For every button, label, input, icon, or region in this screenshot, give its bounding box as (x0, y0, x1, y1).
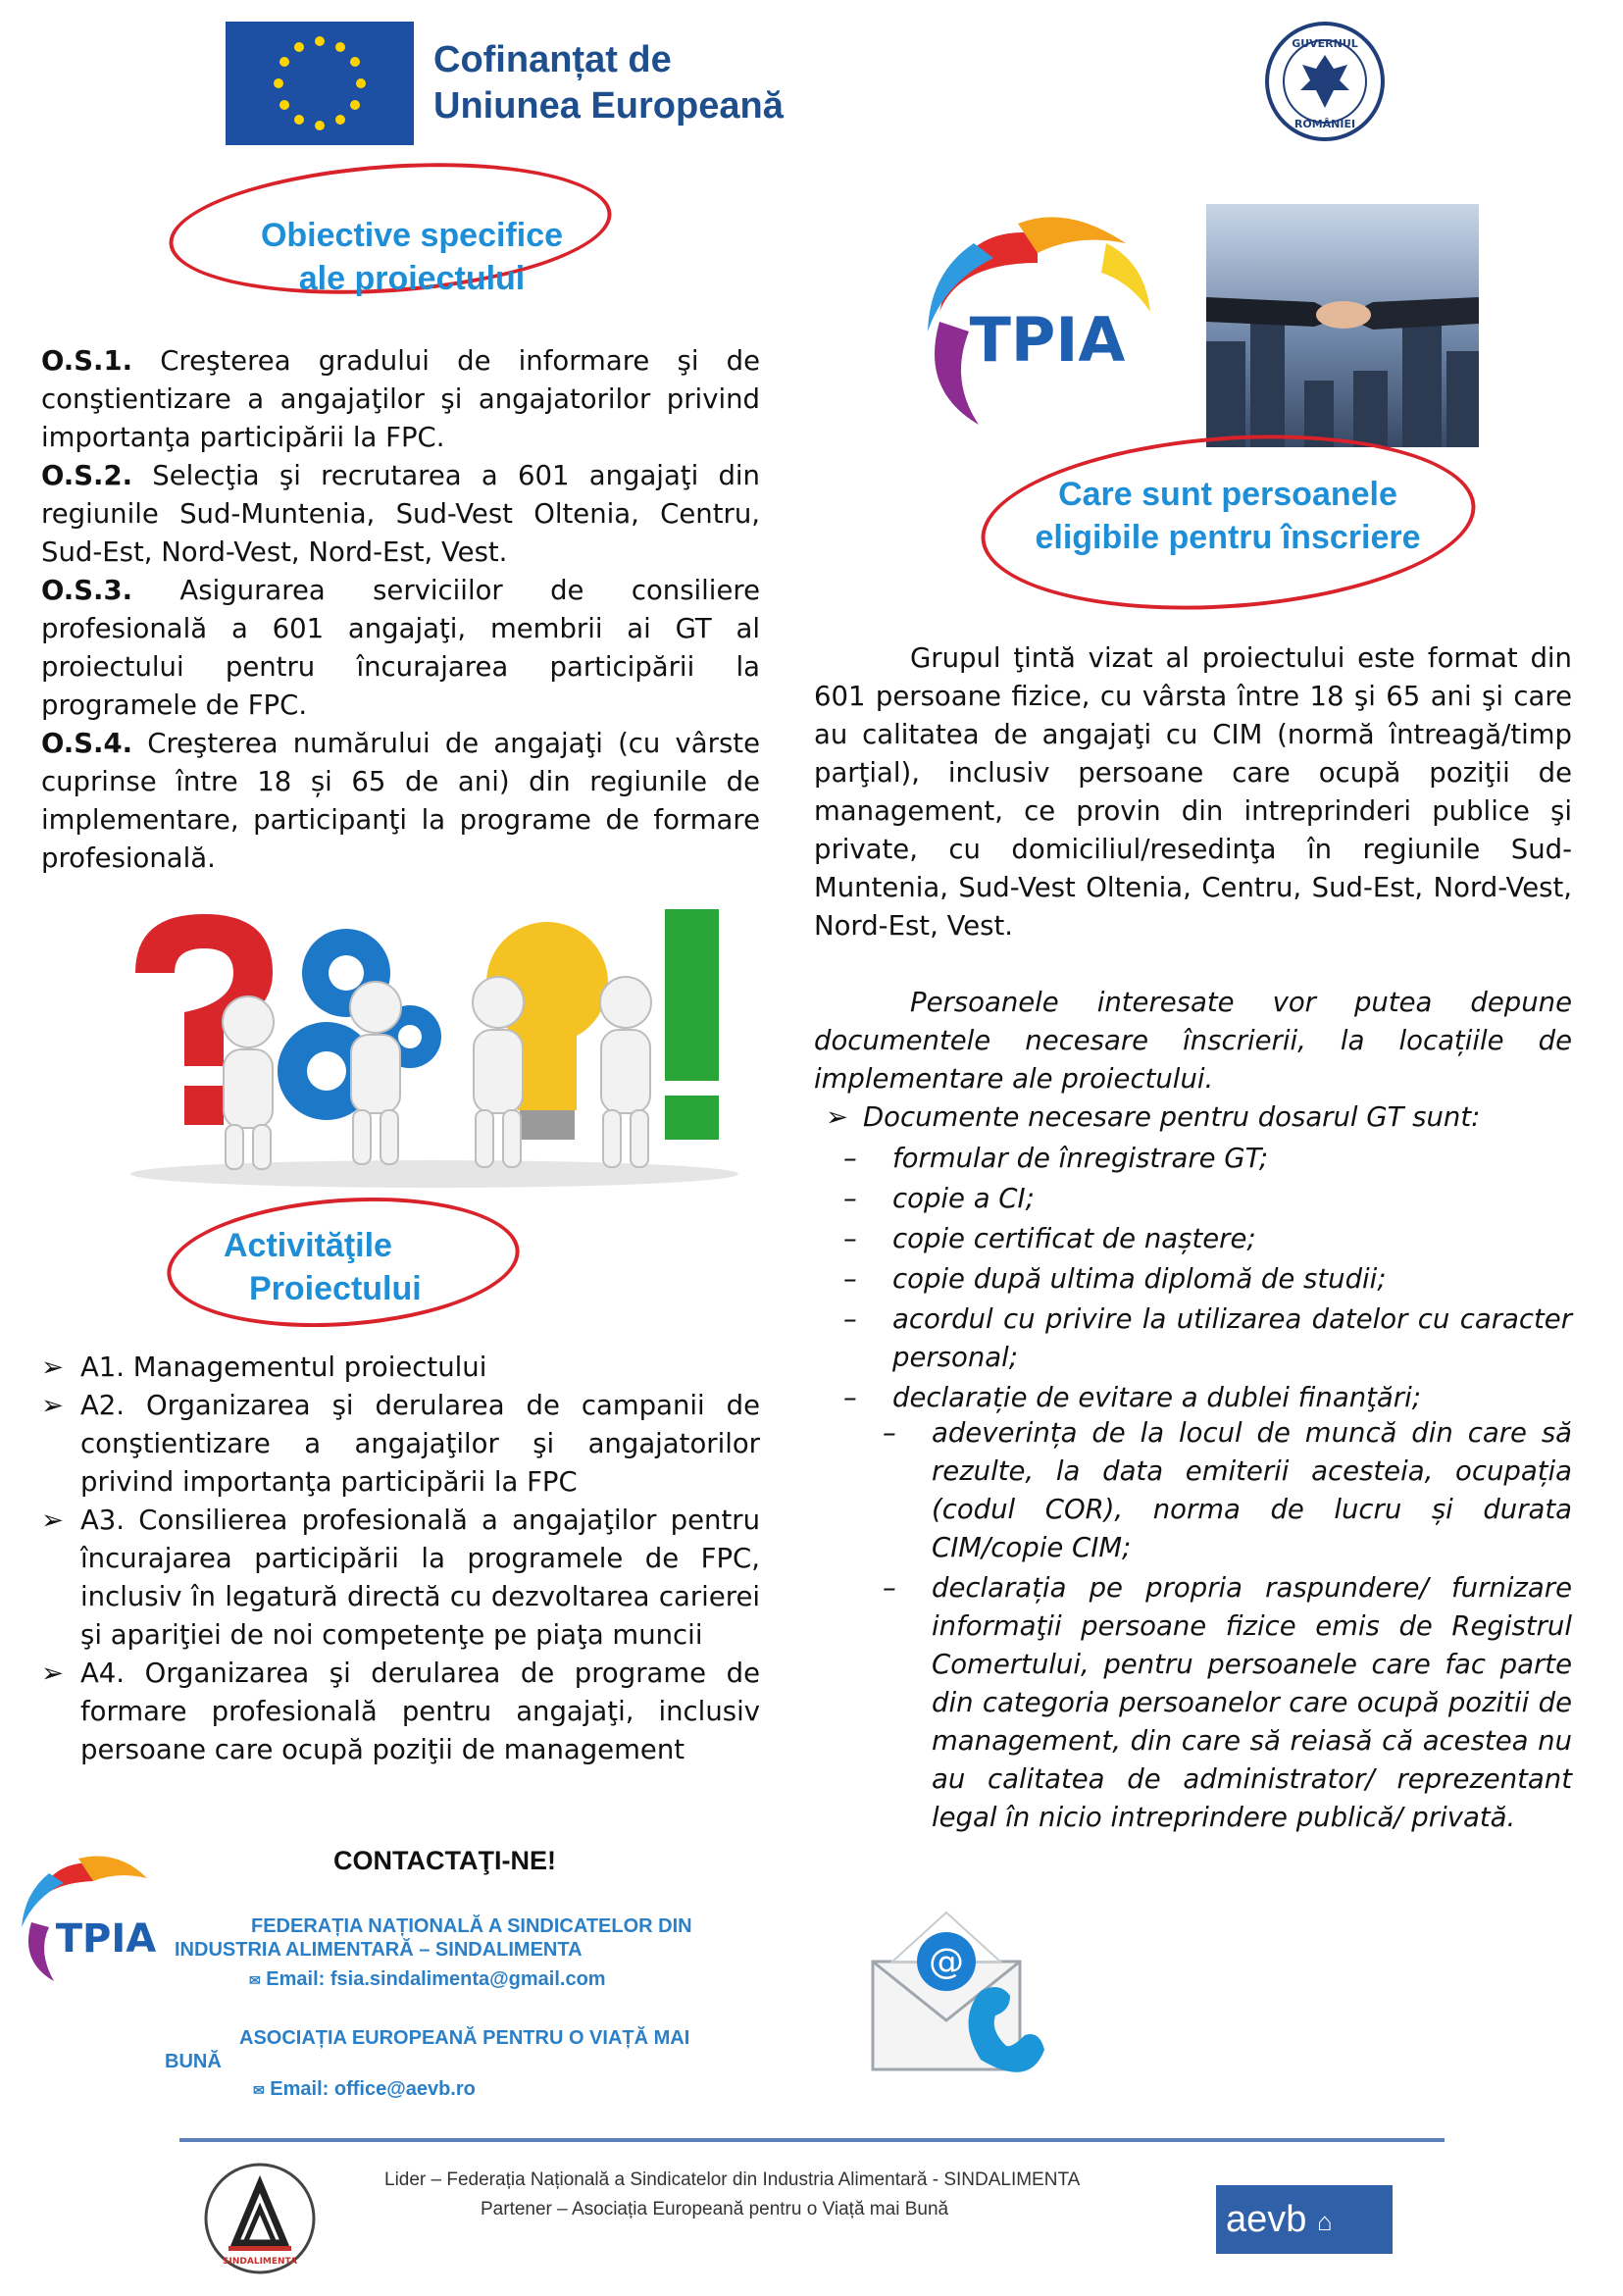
contact-email2[interactable] (165, 2077, 773, 2102)
eligible-title-line1: Care sunt persoanele (1058, 476, 1397, 513)
eligible-paragraph (814, 639, 1572, 945)
objective-text: Creşterea gradului de informare şi de conştientizare a angajaţilor şi angajatorilor privind importanţa participării la FPC. (41, 345, 760, 453)
sindalimenta-logo-text: SINDALIMENTA (223, 2257, 297, 2267)
seal-bottom-text: ROMÂNIEI (1293, 118, 1356, 130)
objectives-title-line2: ale proiectului (298, 260, 526, 297)
objective-item (41, 572, 760, 725)
arrow-bullet-icon: ➢ (41, 1505, 65, 1536)
tpia-small-swirl-icon (10, 1854, 177, 1991)
footer-text (384, 2166, 1169, 2224)
objective-item (41, 342, 760, 457)
subdoc-item (814, 1414, 1572, 1567)
contact-org2-line1: ASOCIAȚIA EUROPEANĂ PENTRU O VIAȚĂ MAI (239, 2027, 690, 2049)
family-icon: ⌂ (1316, 2206, 1333, 2236)
eu-line1: Cofinanțat de (433, 39, 672, 80)
doc-item (814, 1301, 1572, 1377)
objectives-title (216, 214, 608, 300)
contact-org2-line2: BUNĂ (165, 2051, 222, 2072)
doc-text: copie după ultima diplomă de studii; (892, 1263, 1387, 1295)
activity-item (41, 1349, 760, 1387)
eligible-paragraph-text: Grupul ţintă vizat al proiectului este format din 601 persoane fizice, cu vârsta între 18 şi 65 ani şi care au calitatea de angajaţi cu CIM (normă întreagă/timp parţial), inclusiv persoane care ocupă poziţii de management, ce provin din intreprinderi publice şi private, cu domiciliul/resedinţa în regiunile Sud-Muntenia, Sud-Vest Oltenia, Centru, Sud-Est, Nord-Vest, Nord-Est, Vest. (814, 642, 1572, 942)
arrow-bullet-icon: ➢ (41, 1658, 65, 1689)
doc-item (814, 1180, 1572, 1218)
doc-text: declarație de evitare a dublei finanţări; (892, 1382, 1421, 1413)
objective-text: Asigurarea serviciilor de consiliere profesională a 601 angajaţi, membrii ai GT al proiectului pentru încurajarea participării la programele de FPC. (41, 575, 760, 721)
objectives-list (41, 342, 760, 878)
email-phone-illustration (863, 1903, 1049, 2099)
footer-partener: Partener – Asociația Europeană pentru o Viață mai Bună (481, 2199, 949, 2219)
doc-item (814, 1260, 1572, 1299)
seal-top-text: GUVERNUL (1292, 37, 1358, 50)
contact-email1[interactable] (175, 1967, 783, 1992)
objective-text: Selecţia şi recrutarea a 601 angajaţi din regiunile Sud-Muntenia, Sud-Vest Oltenia, Centru, Sud-Est, Nord-Vest, Nord-Est, Vest. (41, 460, 760, 568)
contact-title: CONTACTAŢI-NE! (333, 1846, 556, 1875)
eu-stars-icon (226, 22, 414, 145)
activity-text: A4. Organizarea şi derularea de programe de formare profesională pentru angajaţi, inclusiv persoane care ocupă poziţii de management (80, 1658, 760, 1765)
subdoc-text: declarația pe propria raspundere/ furnizare informaţii persoane fizice emis de Registrul Comertului, pentru persoanele care fac parte din categoria persoanelor care ocupă pozitii de management, din care să reiasă că acestea nu au calitatea de administrator/ reprezentant legal în nicio intreprindere publică/ privată. (932, 1572, 1572, 1833)
docs-heading (826, 1098, 1571, 1137)
handshake-photo (1206, 204, 1479, 447)
dash-bullet: – (883, 1417, 896, 1449)
contact-email1-text[interactable]: Email: fsia.sindalimenta@gmail.com (266, 1968, 606, 1990)
activities-list (41, 1349, 760, 1769)
arrow-bullet-icon: ➢ (826, 1101, 849, 1133)
contact-org1-line2: INDUSTRIA ALIMENTARĂ – SINDALIMENTA (175, 1939, 583, 1961)
activities-title-line2: Proiectului (249, 1270, 422, 1307)
dash-bullet: – (843, 1303, 857, 1335)
eu-flag (226, 22, 414, 145)
aevb-logo (1216, 2185, 1393, 2254)
footer-lider: Lider – Federația Națională a Sindicatelor din Industria Alimentară - SINDALIMENTA (384, 2169, 1081, 2190)
question-gears-idea-illustration (116, 904, 753, 1189)
docs-list (814, 1140, 1572, 1417)
objective-label: O.S.3. (41, 575, 133, 606)
handshake-icon (1206, 204, 1479, 447)
dash-bullet: – (883, 1572, 896, 1604)
activity-text: A2. Organizarea şi derularea de campanii de conştientizare a angajaţilor şi angajatorilor privind importanţa participării la FPC (80, 1390, 760, 1498)
eu-line2: Uniunea Europeană (433, 85, 784, 127)
arrow-bullet-icon: ➢ (41, 1352, 65, 1383)
tpia-small-logo-text: TPIA (55, 1916, 157, 1962)
eligible-title (992, 473, 1463, 559)
tpia-small-logo (10, 1854, 177, 1991)
subdoc-text: adeverința de la locul de muncă din care să rezulte, la data emiterii acesteia, ocupația (codul COR), norma de lucru și durata CIM/copie CIM; (932, 1417, 1572, 1563)
doc-text: copie a CI; (892, 1183, 1035, 1214)
tpia-logo-text: TPIA (969, 304, 1126, 376)
activities-title (224, 1224, 430, 1310)
doc-item (814, 1220, 1572, 1258)
subdoc-item (814, 1569, 1572, 1837)
contact-org2 (165, 2026, 773, 2102)
doc-item (814, 1379, 1572, 1417)
objective-text: Creşterea numărului de angajaţi (cu vârste cuprinse între 18 și 65 de ani) din regiunile de implementare, participanţi la programe de formare profesională. (41, 728, 760, 874)
objective-label: O.S.2. (41, 460, 133, 491)
eligible-paragraph2-text: Persoanele interesate vor putea depune documentele necesare înscrierii, la locațiile de implementare ale proiectului. (814, 987, 1572, 1095)
activity-text: A1. Managementul proiectului (80, 1352, 487, 1383)
doc-text: copie certificat de naștere; (892, 1223, 1256, 1254)
sindalimenta-logo (201, 2160, 319, 2277)
tpia-logo (900, 204, 1175, 439)
dash-bullet: – (843, 1382, 857, 1413)
tpia-swirl-icon (900, 204, 1175, 439)
illustration-figures (116, 904, 753, 1189)
objective-item (41, 725, 760, 878)
dash-bullet: – (843, 1223, 857, 1254)
arrow-bullet-icon: ➢ (41, 1390, 65, 1421)
objectives-title-line1: Obiective specifice (260, 217, 564, 254)
objective-item (41, 457, 760, 572)
doc-text: acordul cu privire la utilizarea datelor cu caracter personal; (892, 1303, 1572, 1373)
activity-item (41, 1502, 760, 1655)
docs-heading-text: Documente necesare pentru dosarul GT sunt: (863, 1101, 1481, 1133)
activity-item (41, 1387, 760, 1502)
objective-label: O.S.4. (41, 728, 133, 759)
envelope-icon: ✉ (249, 1972, 261, 1988)
sindalimenta-emblem-icon (201, 2160, 319, 2277)
doc-text: formular de înregistrare GT; (892, 1143, 1269, 1174)
activity-text: A3. Consilierea profesională a angajaţilor pentru încurajarea participării la programele de FPC, inclusiv în legatură directă cu dezvoltarea carierei şi apariţiei de noi competenţe pe piaţa muncii (80, 1505, 760, 1651)
government-seal (1265, 22, 1385, 141)
eagle-icon (1269, 26, 1381, 137)
dash-bullet: – (843, 1183, 857, 1214)
contact-org1 (175, 1914, 783, 1992)
dash-bullet: – (843, 1263, 857, 1295)
aevb-logo-text: aevb (1226, 2199, 1307, 2240)
envelope-icon: ✉ (253, 2082, 265, 2098)
eu-cofinanced-text (433, 37, 784, 129)
email-phone-icon (863, 1903, 1049, 2099)
activity-item (41, 1655, 760, 1769)
svg-text:@: @ (929, 1942, 964, 1982)
objective-label: O.S.1. (41, 345, 133, 377)
activities-title-line1: Activităţile (224, 1227, 392, 1264)
subdocs-list (814, 1414, 1572, 1837)
eligible-paragraph2 (814, 984, 1572, 1098)
dash-bullet: – (843, 1143, 857, 1174)
contact-email2-text[interactable]: Email: office@aevb.ro (270, 2078, 476, 2100)
footer-divider (179, 2138, 1445, 2142)
eligible-title-line2: eligibile pentru înscriere (1035, 519, 1421, 556)
contact-org1-line1: FEDERAȚIA NAȚIONALĂ A SINDICATELOR DIN (251, 1915, 692, 1937)
doc-item (814, 1140, 1572, 1178)
